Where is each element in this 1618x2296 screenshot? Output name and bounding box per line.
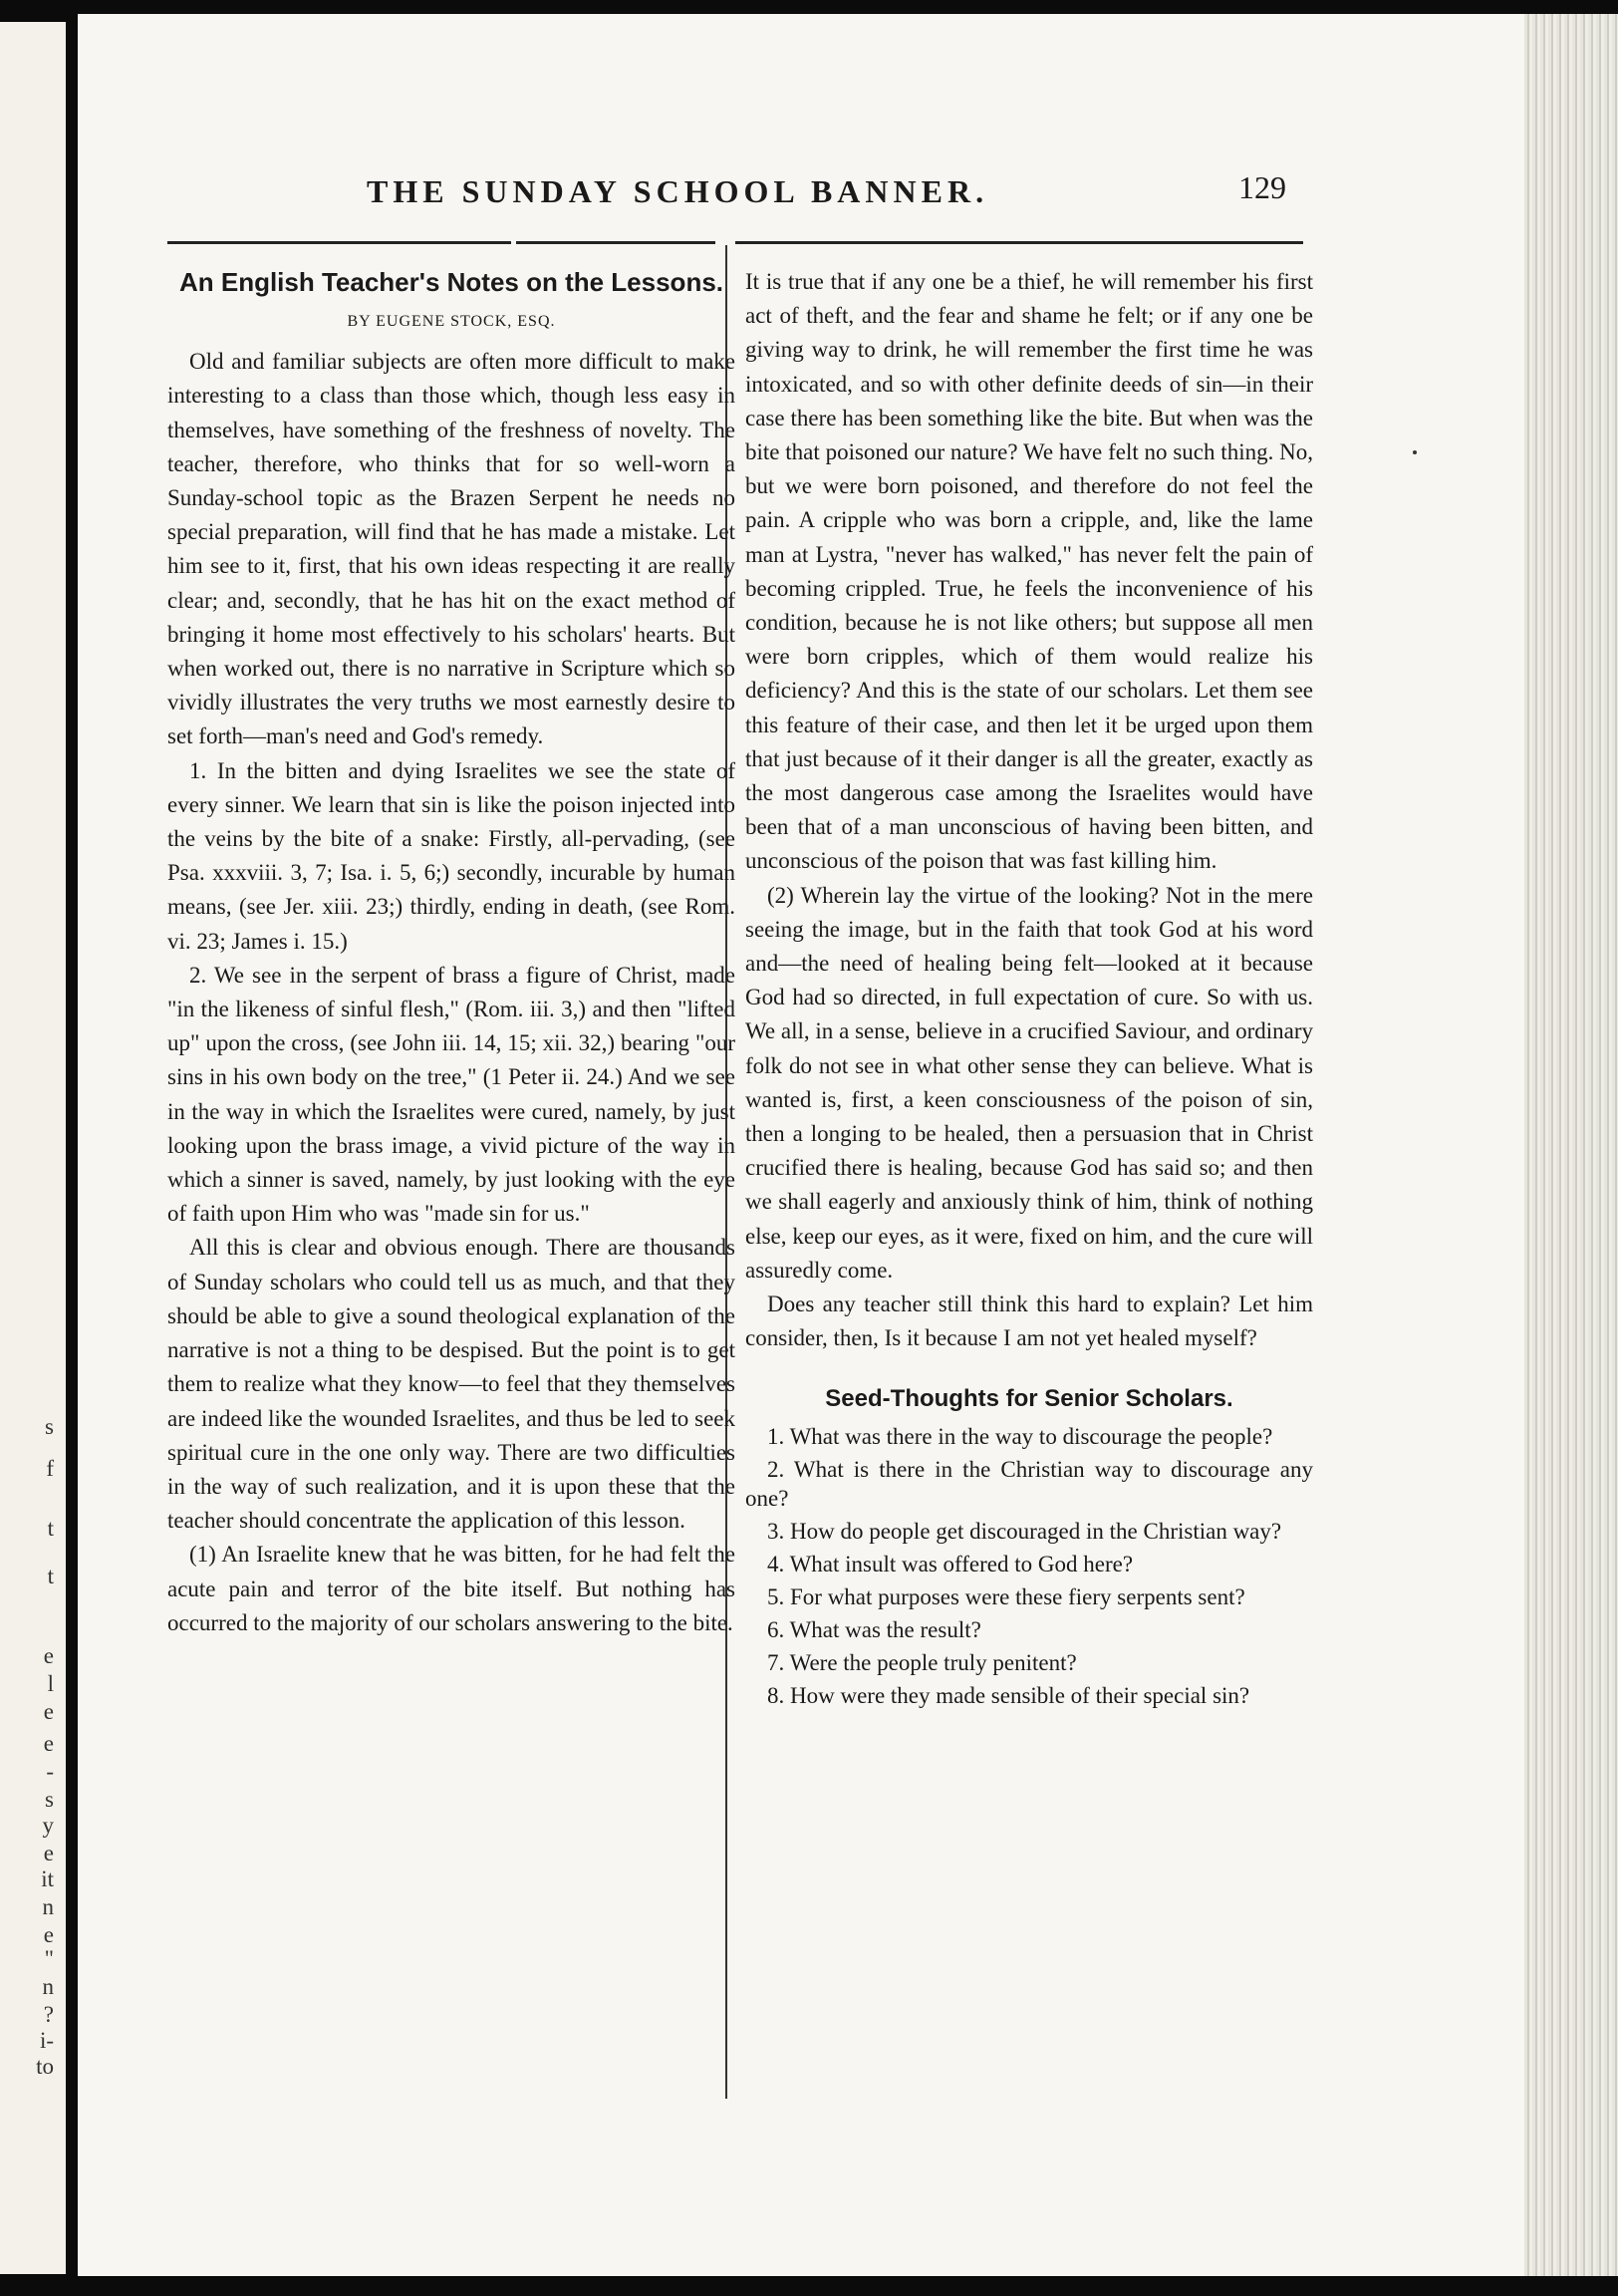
article-byline: BY EUGENE STOCK, ESQ. bbox=[347, 313, 556, 330]
facing-page-fragment-text: f bbox=[46, 1456, 54, 1481]
running-head bbox=[78, 169, 1373, 213]
paragraph: 1. In the bitten and dying Israelites we see the state of every sinner. We learn that sin is like the poison injected into the veins by the bite of a snake: Firstly, all-pervading, (see Psa. xxxviii. 3, 7; Isa. i. 5, 6;) secondly, incurable by human means, (see Jer. xiii. 23;) thirdly, ending in death, (see Rom. vi. 23; James i. 15.) bbox=[167, 757, 735, 954]
facing-page-fragment-text: s bbox=[45, 1414, 54, 1439]
facing-page-fragment-text: e bbox=[43, 1731, 54, 1756]
facing-page-fragment-text: i- bbox=[39, 2028, 54, 2053]
seed-thought-item: 7. Were the people truly penitent? bbox=[767, 1649, 1077, 1675]
running-title: THE SUNDAY SCHOOL BANNER. bbox=[367, 173, 989, 209]
facing-page-fragment-text: it bbox=[41, 1866, 54, 1891]
facing-page-fragment-text: n bbox=[42, 1974, 54, 1999]
facing-page-fragment-text: t bbox=[47, 1564, 54, 1588]
facing-page-text-fragments bbox=[0, 22, 60, 2274]
facing-page-fragment-text: s bbox=[45, 1787, 54, 1812]
facing-page-fragment-text: e bbox=[43, 1643, 54, 1668]
facing-page-fragment-text: e bbox=[43, 1841, 54, 1866]
seed-thought-item: 1. What was there in the way to discourage the people? bbox=[767, 1423, 1273, 1449]
paragraph: Does any teacher still think this hard to explain? Let him consider, then, Is it because I am not yet healed myself? bbox=[745, 1292, 1313, 1351]
page bbox=[78, 14, 1592, 2276]
facing-page-fragment-text: ? bbox=[43, 2002, 54, 2027]
paragraph: It is true that if any one be a thief, he will remember his first act of theft, and the fear and shame he felt; or if any one be giving way to drink, he will remember the first time he was intoxicated, and so with other definite deeds of sin—in their case there has been something like the bite. But when was the bite that poisoned our nature? We have felt no such thing. No, but we were born poisoned, and therefore do not feel the pain. A cripple who was born a cripple, and, like the lame man at Lystra, "never has walked," has never felt the pain of becoming crippled. True, he feels the inconvenience of his condition, because he is not like others; but suppose all men were born cripples, which of them would realize his deficiency? And this is the state of our scholars. Let them see this feature of their case, and then let it be urged upon them that just because of it their danger is all the greater, exactly as the most dangerous case among the Israelites would have been that of a man unconscious of having been bitten, and unconscious of the poison that was fast killing him. bbox=[745, 269, 1313, 874]
page-number: 129 bbox=[1238, 169, 1286, 205]
seed-thought-item: 2. What is there in the Christian way to discourage any one? bbox=[745, 1456, 1313, 1511]
facing-page-fragment-text: n bbox=[42, 1894, 54, 1919]
paragraph: Old and familiar subjects are often more difficult to make interesting to a class than those which, though less easy in themselves, have something of the freshness of novelty. The teacher, therefore, who thinks that for so well-worn a Sunday-school topic as the Brazen Serpent he needs no special preparation, will find that he has made a mistake. Let him see to it, first, that his own ideas respecting it are really clear; and, secondly, that he has hit on the exact method of bringing it home most effectively to his scholars' hearts. But when worked out, there is no narrative in Scripture which so vividly illustrates the very truths we most earnestly desire to set forth—man's need and God's remedy. bbox=[167, 349, 735, 749]
seed-thoughts-heading: Seed-Thoughts for Senior Scholars. bbox=[825, 1384, 1233, 1412]
seed-thought-item: 6. What was the result? bbox=[767, 1616, 981, 1642]
left-column bbox=[167, 265, 735, 1640]
left-column-text bbox=[167, 345, 735, 1640]
paragraph: (2) Wherein lay the virtue of the looking? Not in the mere seeing the image, but in the faith that took God at his word and—the need of healing being felt—looked at it because God had so directed, in full expectation of cure. So with us. We all, in a sense, believe in a crucified Saviour, and ordinary folk do not see in what other sense they can believe. What is wanted is, first, a keen consciousness of the poison of sin, then a longing to be healed, then a persuasion that in Christ crucified there is healing, because God has said so; and then we shall eagerly and anxiously think of him, think of nothing else, keep our eyes, as it were, fixed on him, and the cure will assuredly come. bbox=[745, 882, 1313, 1283]
paragraph: All this is clear and obvious enough. There are thousands of Sunday scholars who could tell us as much, and that they should be able to give a sound theological explanation of the narrative is not a thing to be despised. But the point is to get them to realize what they know—to feel that they themselves are indeed like the wounded Israelites, and thus be led to seek spiritual cure in the one only way. There are two difficulties in the way of such realization, and it is upon these that the teacher should concentrate the application of this lesson. bbox=[167, 1235, 735, 1534]
page-edges bbox=[1524, 14, 1618, 2276]
facing-page-fragment-text: t bbox=[47, 1516, 54, 1541]
facing-page-fragment-text: l bbox=[47, 1671, 54, 1696]
facing-page-fragment-text: - bbox=[46, 1759, 54, 1784]
paragraph: (1) An Israelite knew that he was bitten, for he had felt the acute pain and terror of the bite itself. But nothing has occurred to the majority of our scholars answering to the bite. bbox=[167, 1542, 735, 1635]
paragraph: 2. We see in the serpent of brass a figure of Christ, made "in the likeness of sinful flesh," (Rom. iii. 3,) and then "lifted up" upon the cross, (see John iii. 14, 15; xii. 32,) bearing "our sins in his own body on the tree," (1 Peter ii. 24.) And we see in the way in which the Israelites were cured, namely, by just looking upon the brass image, a vivid picture of the way in which a sinner is saved, namely, by just looking with the eye of faith upon Him who was "made sin for us." bbox=[167, 962, 735, 1227]
facing-page-fragment-text: y bbox=[42, 1813, 54, 1838]
right-column-text bbox=[745, 265, 1313, 1356]
seed-thought-item: 4. What insult was offered to God here? bbox=[767, 1551, 1134, 1577]
header-rule-right bbox=[735, 241, 1303, 244]
book-gutter bbox=[66, 0, 78, 2296]
seed-thought-item: 5. For what purposes were these fiery serpents sent? bbox=[767, 1583, 1245, 1609]
right-column bbox=[745, 265, 1313, 1714]
header-rule-middle bbox=[516, 241, 715, 244]
header-rule-left bbox=[167, 241, 511, 244]
facing-page-fragment-text: e bbox=[43, 1922, 54, 1947]
seed-thoughts-list bbox=[745, 1422, 1313, 1710]
paper-speck bbox=[1413, 450, 1417, 454]
seed-thought-item: 8. How were they made sensible of their special sin? bbox=[767, 1682, 1250, 1708]
facing-page-fragment-text: " bbox=[44, 1946, 54, 1971]
seed-thought-item: 3. How do people get discouraged in the Christian way? bbox=[767, 1518, 1282, 1544]
facing-page-fragment-text: to bbox=[36, 2054, 54, 2079]
facing-page-fragment-text: e bbox=[43, 1699, 54, 1724]
article-title: An English Teacher's Notes on the Lessons. bbox=[178, 267, 724, 297]
facing-page-fragment bbox=[0, 22, 66, 2274]
